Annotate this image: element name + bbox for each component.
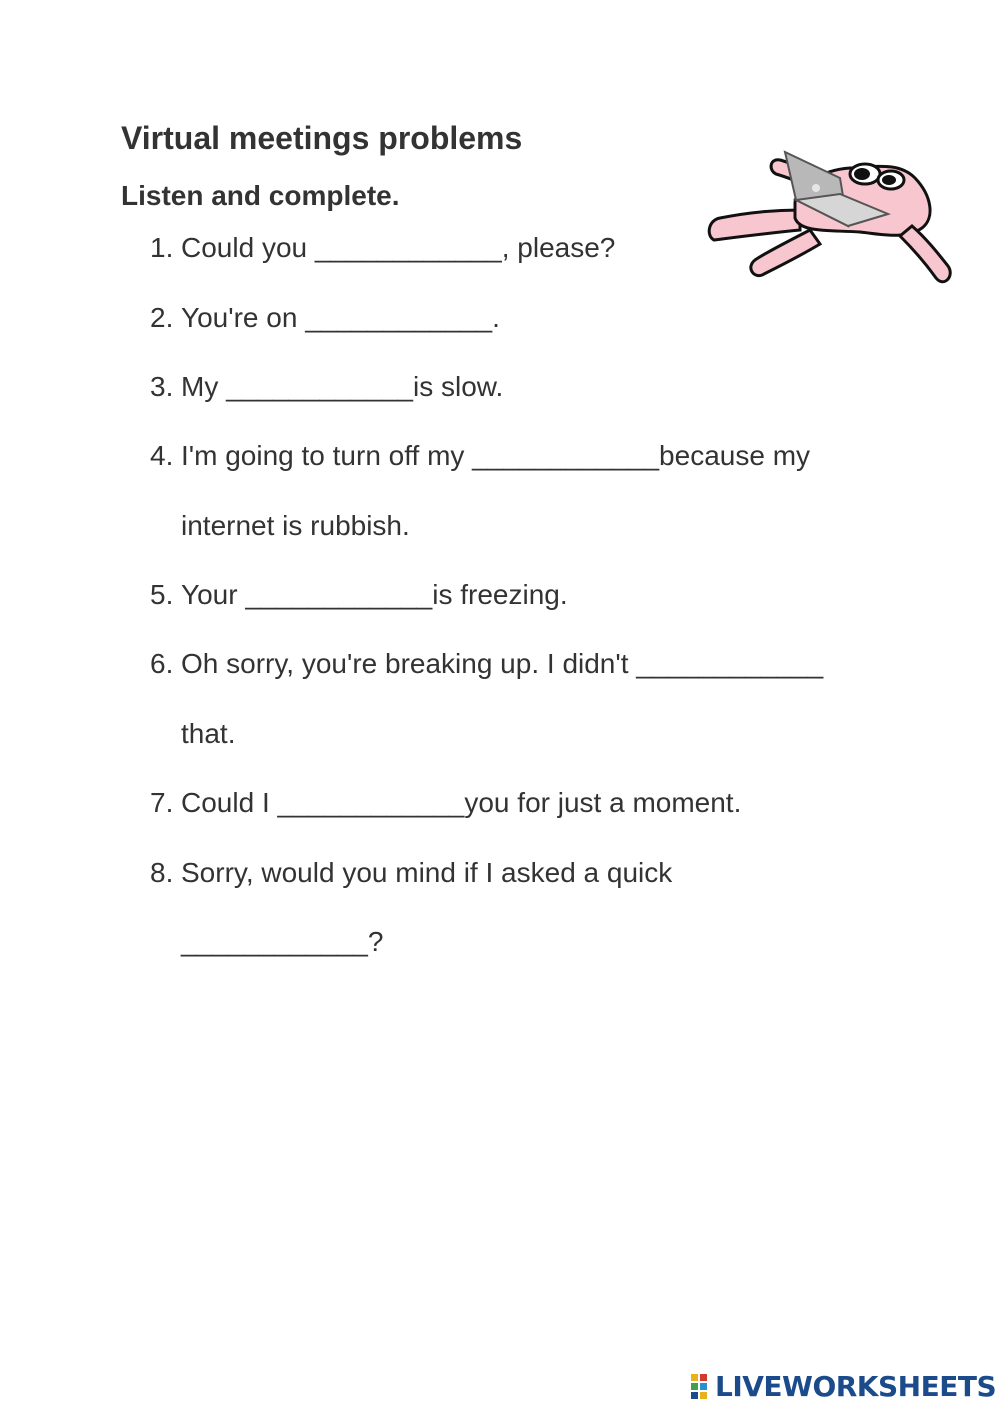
person-lying-with-laptop-icon	[700, 148, 960, 293]
question-number: 4.	[150, 440, 174, 471]
question-text: Could I ____________you for just a moment.	[181, 787, 742, 818]
question-number: 7.	[150, 787, 174, 818]
question-number: 5.	[150, 579, 174, 610]
question-5	[150, 579, 568, 611]
liveworksheets-logo-icon	[691, 1374, 715, 1400]
question-4-continuation: internet is rubbish.	[181, 510, 410, 541]
question-text: Your ____________is freezing.	[181, 579, 568, 610]
question-4	[150, 440, 810, 472]
question-number: 3.	[150, 371, 174, 402]
question-8-continuation: ____________?	[181, 926, 384, 957]
question-8	[150, 857, 672, 889]
question-number: 6.	[150, 648, 174, 679]
question-2	[150, 302, 500, 334]
question-3	[150, 371, 503, 403]
question-text: Could you ____________, please?	[181, 232, 616, 263]
question-text: You're on ____________.	[181, 302, 500, 333]
instructions: Listen and complete.	[121, 180, 400, 211]
question-1	[150, 232, 615, 264]
question-text: I'm going to turn off my ____________because my	[181, 440, 811, 471]
question-7	[150, 787, 741, 819]
question-text: Oh sorry, you're breaking up. I didn't ____________	[181, 648, 824, 679]
question-number: 1.	[150, 232, 174, 263]
question-number: 2.	[150, 302, 174, 333]
question-6	[150, 648, 823, 680]
page-title: Virtual meetings problems	[121, 120, 523, 156]
question-6-continuation: that.	[181, 718, 236, 749]
question-number: 8.	[150, 857, 174, 888]
brand-name: LIVEWORKSHEETS	[715, 1370, 997, 1403]
question-text: Sorry, would you mind if I asked a quick	[181, 857, 673, 888]
question-text: My ____________is slow.	[181, 371, 504, 402]
liveworksheets-logo	[691, 1372, 996, 1402]
